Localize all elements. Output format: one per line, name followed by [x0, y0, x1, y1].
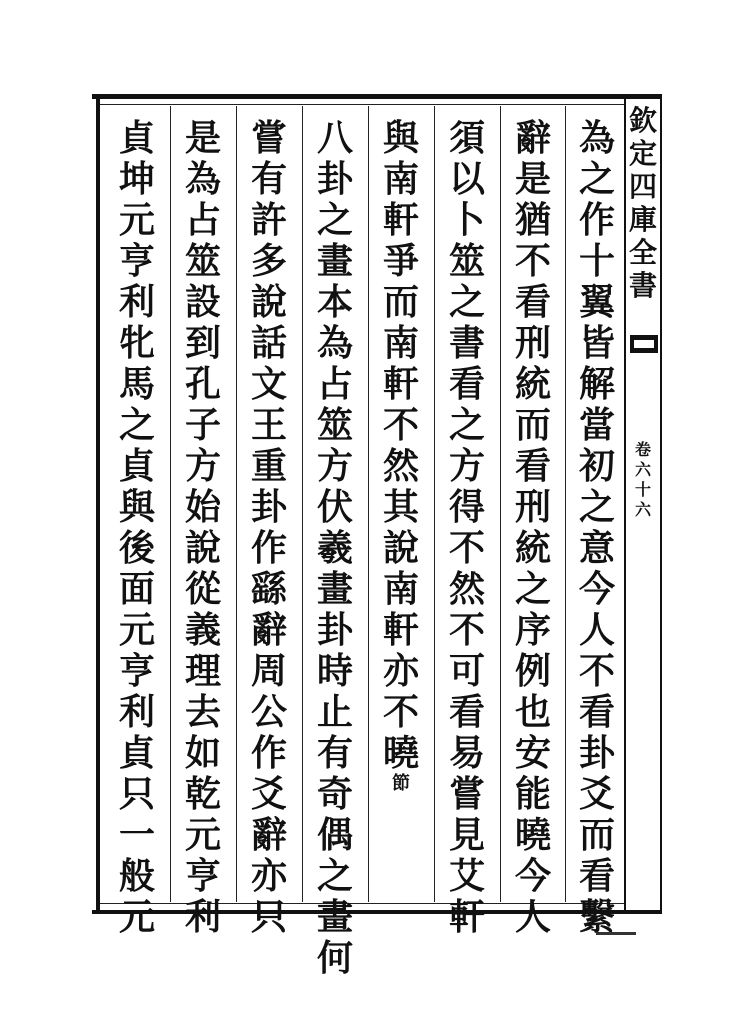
text-column-5: [306, 117, 364, 979]
frame-outer-right-rule: [660, 96, 662, 910]
column-text: 貞 坤 元 亨 利 牝 馬 之 貞 與 後 面 元 亨 利 貞 只 一 般 元: [118, 117, 155, 938]
volume-label-text: 卷 六 十 六: [634, 440, 651, 519]
text-column-3: [438, 117, 496, 938]
column-divider: [236, 106, 237, 902]
column-note: 節: [392, 773, 410, 794]
frame-top-rule: [92, 94, 662, 99]
column-divider: [170, 106, 171, 902]
column-divider: [500, 106, 501, 902]
column-text: 為 之 作 十 翼 皆 解 當 初 之 意 今 人 不 看 卦 爻 而 看 繫: [578, 117, 615, 938]
book-title: [626, 104, 660, 302]
column-divider: [434, 106, 435, 902]
column-text: 與 南 軒 爭 而 南 軒 不 然 其 說 南 軒 亦 不 曉: [382, 117, 419, 774]
text-column-1: [568, 117, 626, 938]
column-text: 辭 是 猶 不 看 刑 統 而 看 刑 統 之 序 例 也 安 能 曉 今 人: [514, 117, 551, 938]
footer-mark: [596, 932, 636, 935]
column-text: 八 卦 之 畫 本 為 占 筮 方 伏 羲 畫 卦 時 止 有 奇 偶 之 畫 何: [316, 117, 353, 979]
fish-tail-mark: [630, 335, 658, 353]
volume-label: [630, 440, 656, 520]
column-text: 須 以 卜 筮 之 書 看 之 方 得 不 然 不 可 看 易 嘗 見 艾 軒: [448, 117, 485, 938]
column-text: 是 為 占 筮 設 到 孔 子 方 始 說 從 義 理 去 如 乾 元 亨 利: [184, 117, 221, 938]
text-column-6: [240, 117, 298, 938]
column-text: 嘗 有 許 多 說 話 文 王 重 卦 作 繇 辭 周 公 作 爻 辭 亦 只: [250, 117, 287, 938]
column-divider: [565, 106, 566, 902]
frame-top-inner-rule: [96, 104, 624, 105]
text-column-7: [174, 117, 232, 938]
text-column-2: [504, 117, 562, 938]
column-divider: [368, 106, 369, 902]
book-title-text: 欽 定 四 庫 全 書: [628, 104, 657, 302]
frame-left-rule: [96, 96, 100, 912]
text-column-8: [108, 117, 166, 938]
text-column-4: [372, 118, 430, 908]
column-divider: [302, 106, 303, 902]
